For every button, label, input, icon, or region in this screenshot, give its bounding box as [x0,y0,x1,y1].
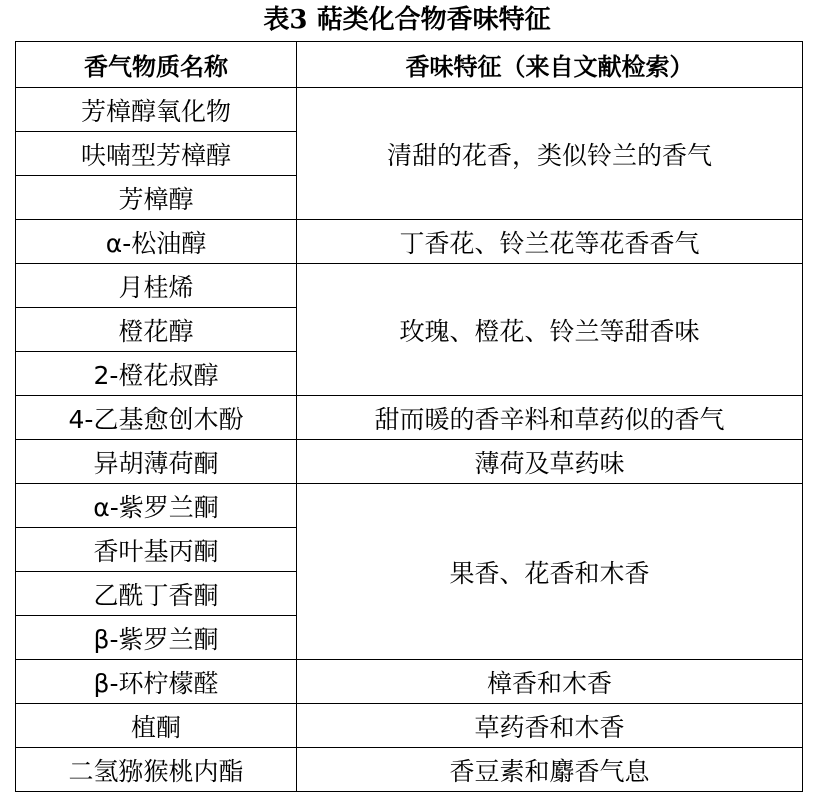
compound-cell: α-紫罗兰酮 [16,484,297,528]
table-row [16,440,803,484]
feature-cell: 丁香花、铃兰花等花香香气 [297,220,803,264]
table-row [16,704,803,748]
compound-cell: α-松油醇 [16,220,297,264]
feature-cell: 玫瑰、橙花、铃兰等甜香味 [297,264,803,396]
table-row [16,220,803,264]
table-row [16,88,803,132]
compound-cell: 二氢猕猴桃内酯 [16,748,297,792]
feature-cell: 果香、花香和木香 [297,484,803,660]
feature-cell: 甜而暖的香辛料和草药似的香气 [297,396,803,440]
table-row [16,660,803,704]
compound-cell: 芳樟醇氧化物 [16,88,297,132]
compound-cell: 呋喃型芳樟醇 [16,132,297,176]
compound-cell: 2-橙花叔醇 [16,352,297,396]
header-compound-name: 香气物质名称 [16,42,297,88]
compound-cell: 芳樟醇 [16,176,297,220]
table-caption: 表3 萜类化合物香味特征 [263,5,551,35]
compound-cell: 橙花醇 [16,308,297,352]
compound-cell: 异胡薄荷酮 [16,440,297,484]
feature-cell: 草药香和木香 [297,704,803,748]
table-row [16,264,803,308]
table-row [16,748,803,792]
compound-cell: 香叶基丙酮 [16,528,297,572]
header-row [16,42,803,88]
table-row [16,396,803,440]
header-aroma-feature: 香味特征（来自文献检索） [297,42,803,88]
table-row [16,484,803,528]
feature-cell: 香豆素和麝香气息 [297,748,803,792]
compound-cell: 乙酰丁香酮 [16,572,297,616]
compound-cell: β-紫罗兰酮 [16,616,297,660]
terpene-aroma-table [15,41,803,792]
compound-cell: 植酮 [16,704,297,748]
feature-cell: 樟香和木香 [297,660,803,704]
feature-cell: 清甜的花香，类似铃兰的香气 [297,88,803,220]
feature-cell: 薄荷及草药味 [297,440,803,484]
compound-cell: 4-乙基愈创木酚 [16,396,297,440]
compound-cell: β-环柠檬醛 [16,660,297,704]
compound-cell: 月桂烯 [16,264,297,308]
